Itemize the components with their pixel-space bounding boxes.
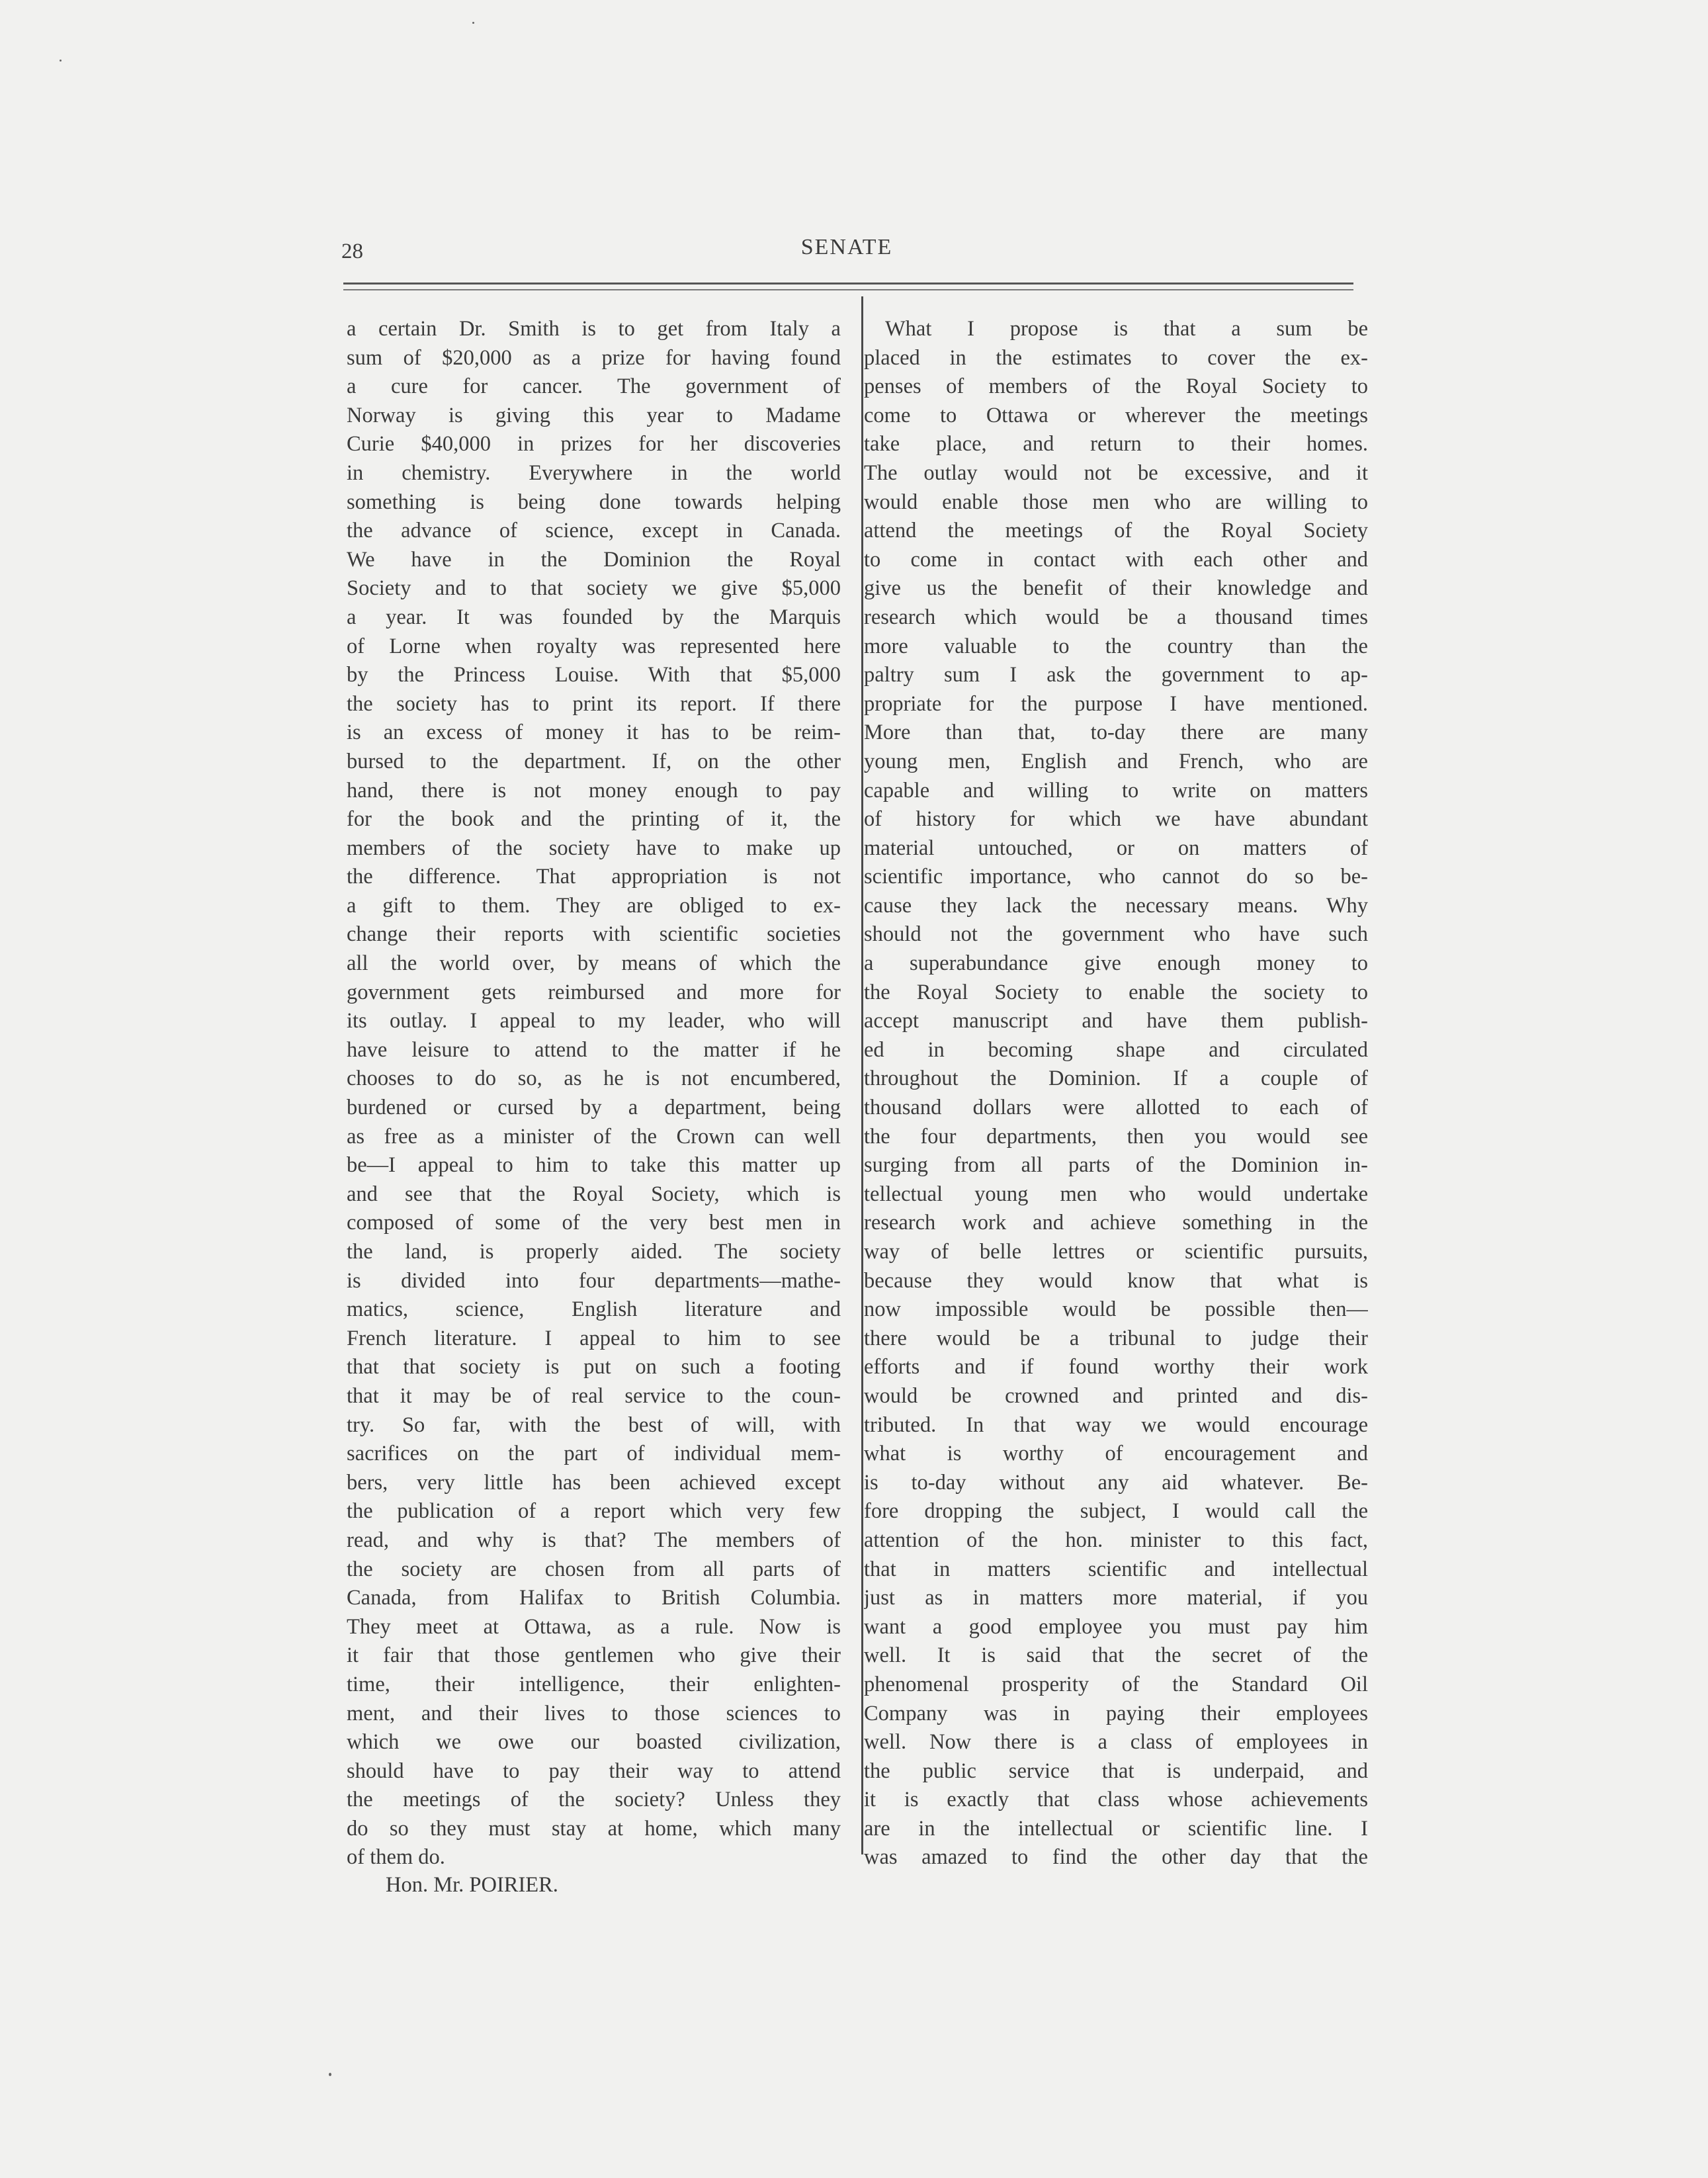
text-line: sum of $20,000 as a prize for having found: [347, 345, 841, 370]
text-line: what is worthy of encouragement and: [864, 1442, 1368, 1466]
text-line: of history for which we have abundant: [864, 807, 1368, 832]
text-line: of them do.: [347, 1845, 445, 1870]
text-line: come to Ottawa or wherever the meetings: [864, 403, 1368, 427]
text-line: a cure for cancer. The government of: [347, 374, 841, 399]
text-line: and see that the Royal Society, which is: [347, 1182, 841, 1206]
text-line: efforts and if found worthy their work: [864, 1355, 1368, 1379]
running-head: SENATE: [800, 235, 893, 259]
text-line: composed of some of the very best men in: [347, 1211, 841, 1235]
text-line: a certain Dr. Smith is to get from Italy a: [347, 317, 841, 341]
left-column: [347, 315, 841, 1872]
text-line: material untouched, or on matters of: [864, 836, 1368, 860]
text-line: just as in matters more material, if you: [864, 1586, 1368, 1610]
text-line: ment, and their lives to those sciences to: [347, 1701, 841, 1725]
header-rule-bottom: [343, 289, 1353, 290]
text-line: Curie $40,000 in prizes for her discoveries: [347, 432, 841, 457]
text-line: would be crowned and printed and dis-: [864, 1383, 1368, 1408]
text-line: all the world over, by means of which the: [347, 951, 841, 976]
column-divider: [861, 296, 863, 1854]
text-line: burdened or cursed by a department, being: [347, 1096, 841, 1120]
text-line: time, their intelligence, their enlighten-: [347, 1672, 841, 1696]
text-line: because they would know that what is: [864, 1268, 1368, 1293]
text-line: sacrifices on the part of individual mem-: [347, 1442, 841, 1466]
speaker-heading: Hon. Mr. POIRIER.: [386, 1873, 558, 1897]
text-line: in chemistry. Everywhere in the world: [347, 460, 841, 485]
text-line: it fair that those gentlemen who give their: [347, 1643, 841, 1668]
text-line: They meet at Ottawa, as a rule. Now is: [347, 1614, 841, 1639]
text-line: accept manuscript and have them publish-: [864, 1009, 1368, 1033]
text-line: research which would be a thousand times: [864, 605, 1368, 629]
text-line: capable and willing to write on matters: [864, 778, 1368, 803]
text-line: research work and achieve something in the: [864, 1211, 1368, 1235]
text-line: the society has to print its report. If there: [347, 691, 841, 716]
text-line: tellectual young men who would undertake: [864, 1182, 1368, 1206]
text-line: that it may be of real service to the coun-: [347, 1383, 841, 1408]
text-line: attend the meetings of the Royal Society: [864, 519, 1368, 543]
text-line: the Royal Society to enable the society to: [864, 980, 1368, 1004]
text-line: are in the intellectual or scientific line. I: [864, 1816, 1368, 1841]
text-line: tributed. In that way we would encourage: [864, 1413, 1368, 1437]
text-line: members of the society have to make up: [347, 836, 841, 860]
text-line: by the Princess Louise. With that $5,000: [347, 663, 841, 687]
text-line: more valuable to the country than the: [864, 634, 1368, 658]
text-line: the public service that is underpaid, and: [864, 1759, 1368, 1783]
text-line: change their reports with scientific societies: [347, 922, 841, 947]
text-line: to come in contact with each other and: [864, 547, 1368, 572]
text-line: penses of members of the Royal Society to: [864, 374, 1368, 399]
text-line: What I propose is that a sum be: [885, 317, 1368, 341]
text-line: it is exactly that class whose achievements: [864, 1788, 1368, 1812]
text-line: thousand dollars were allotted to each of: [864, 1096, 1368, 1120]
text-line: well. Now there is a class of employees in: [864, 1730, 1368, 1755]
text-line: want a good employee you must pay him: [864, 1614, 1368, 1639]
text-line: French literature. I appeal to him to see: [347, 1326, 841, 1350]
text-line: of Lorne when royalty was represented here: [347, 634, 841, 658]
text-line: More than that, to-day there are many: [864, 720, 1368, 745]
text-line: The outlay would not be excessive, and it: [864, 460, 1368, 485]
text-line: is to-day without any aid whatever. Be-: [864, 1470, 1368, 1495]
text-line: is divided into four departments—mathe-: [347, 1268, 841, 1293]
text-line: give us the benefit of their knowledge and: [864, 576, 1368, 601]
text-line: is an excess of money it has to be reim-: [347, 720, 841, 745]
text-line: the meetings of the society? Unless they: [347, 1788, 841, 1812]
text-line: hand, there is not money enough to pay: [347, 778, 841, 803]
text-line: which we owe our boasted civilization,: [347, 1730, 841, 1755]
text-line: a superabundance give enough money to: [864, 951, 1368, 976]
text-line: was amazed to find the other day that the: [864, 1845, 1368, 1870]
scan-speck: [472, 22, 474, 24]
text-line: have leisure to attend to the matter if he: [347, 1037, 841, 1062]
right-column: [864, 315, 1368, 1872]
text-line: a gift to them. They are obliged to ex-: [347, 893, 841, 918]
text-line: young men, English and French, who are: [864, 749, 1368, 773]
text-line: chooses to do so, as he is not encumbered,: [347, 1067, 841, 1091]
text-line: there would be a tribunal to judge their: [864, 1326, 1368, 1350]
text-line: way of belle lettres or scientific pursuits,: [864, 1240, 1368, 1264]
text-line: placed in the estimates to cover the ex-: [864, 345, 1368, 370]
text-line: take place, and return to their homes.: [864, 432, 1368, 457]
text-line: be—I appeal to him to take this matter up: [347, 1153, 841, 1178]
text-line: would enable those men who are willing to: [864, 490, 1368, 514]
text-line: ed in becoming shape and circulated: [864, 1037, 1368, 1062]
scan-speck: [60, 60, 62, 62]
text-line: We have in the Dominion the Royal: [347, 547, 841, 572]
text-line: cause they lack the necessary means. Why: [864, 893, 1368, 918]
text-line: Canada, from Halifax to British Columbia.: [347, 1586, 841, 1610]
text-line: bursed to the department. If, on the other: [347, 749, 841, 773]
text-line: now impossible would be possible then—: [864, 1297, 1368, 1322]
text-line: scientific importance, who cannot do so be-: [864, 865, 1368, 889]
text-line: throughout the Dominion. If a couple of: [864, 1067, 1368, 1091]
text-line: something is being done towards helping: [347, 490, 841, 514]
text-line: Company was in paying their employees: [864, 1701, 1368, 1725]
text-line: Society and to that society we give $5,000: [347, 576, 841, 601]
text-line: Norway is giving this year to Madame: [347, 403, 841, 427]
text-line: try. So far, with the best of will, with: [347, 1413, 841, 1437]
text-line: matics, science, English literature and: [347, 1297, 841, 1322]
text-line: that in matters scientific and intellectual: [864, 1557, 1368, 1581]
text-line: the publication of a report which very few: [347, 1499, 841, 1524]
text-line: its outlay. I appeal to my leader, who will: [347, 1009, 841, 1033]
page-number: 28: [341, 240, 363, 263]
text-line: bers, very little has been achieved except: [347, 1470, 841, 1495]
text-line: phenomenal prosperity of the Standard Oil: [864, 1672, 1368, 1696]
text-line: government gets reimbursed and more for: [347, 980, 841, 1004]
scan-speck: [329, 2073, 331, 2076]
text-line: the difference. That appropriation is not: [347, 865, 841, 889]
text-line: the society are chosen from all parts of: [347, 1557, 841, 1581]
text-line: surging from all parts of the Dominion in-: [864, 1153, 1368, 1178]
text-line: a year. It was founded by the Marquis: [347, 605, 841, 629]
text-line: should have to pay their way to attend: [347, 1759, 841, 1783]
text-line: as free as a minister of the Crown can well: [347, 1124, 841, 1149]
text-line: the land, is properly aided. The society: [347, 1240, 841, 1264]
text-line: should not the government who have such: [864, 922, 1368, 947]
text-line: propriate for the purpose I have mentioned.: [864, 691, 1368, 716]
text-line: that that society is put on such a footing: [347, 1355, 841, 1379]
text-line: for the book and the printing of it, the: [347, 807, 841, 832]
text-line: paltry sum I ask the government to ap-: [864, 663, 1368, 687]
text-line: the four departments, then you would see: [864, 1124, 1368, 1149]
text-line: the advance of science, except in Canada.: [347, 519, 841, 543]
text-line: well. It is said that the secret of the: [864, 1643, 1368, 1668]
text-line: attention of the hon. minister to this fact,: [864, 1528, 1368, 1552]
text-line: read, and why is that? The members of: [347, 1528, 841, 1552]
text-line: fore dropping the subject, I would call the: [864, 1499, 1368, 1524]
header-rule-top: [343, 283, 1353, 284]
text-line: do so they must stay at home, which many: [347, 1816, 841, 1841]
